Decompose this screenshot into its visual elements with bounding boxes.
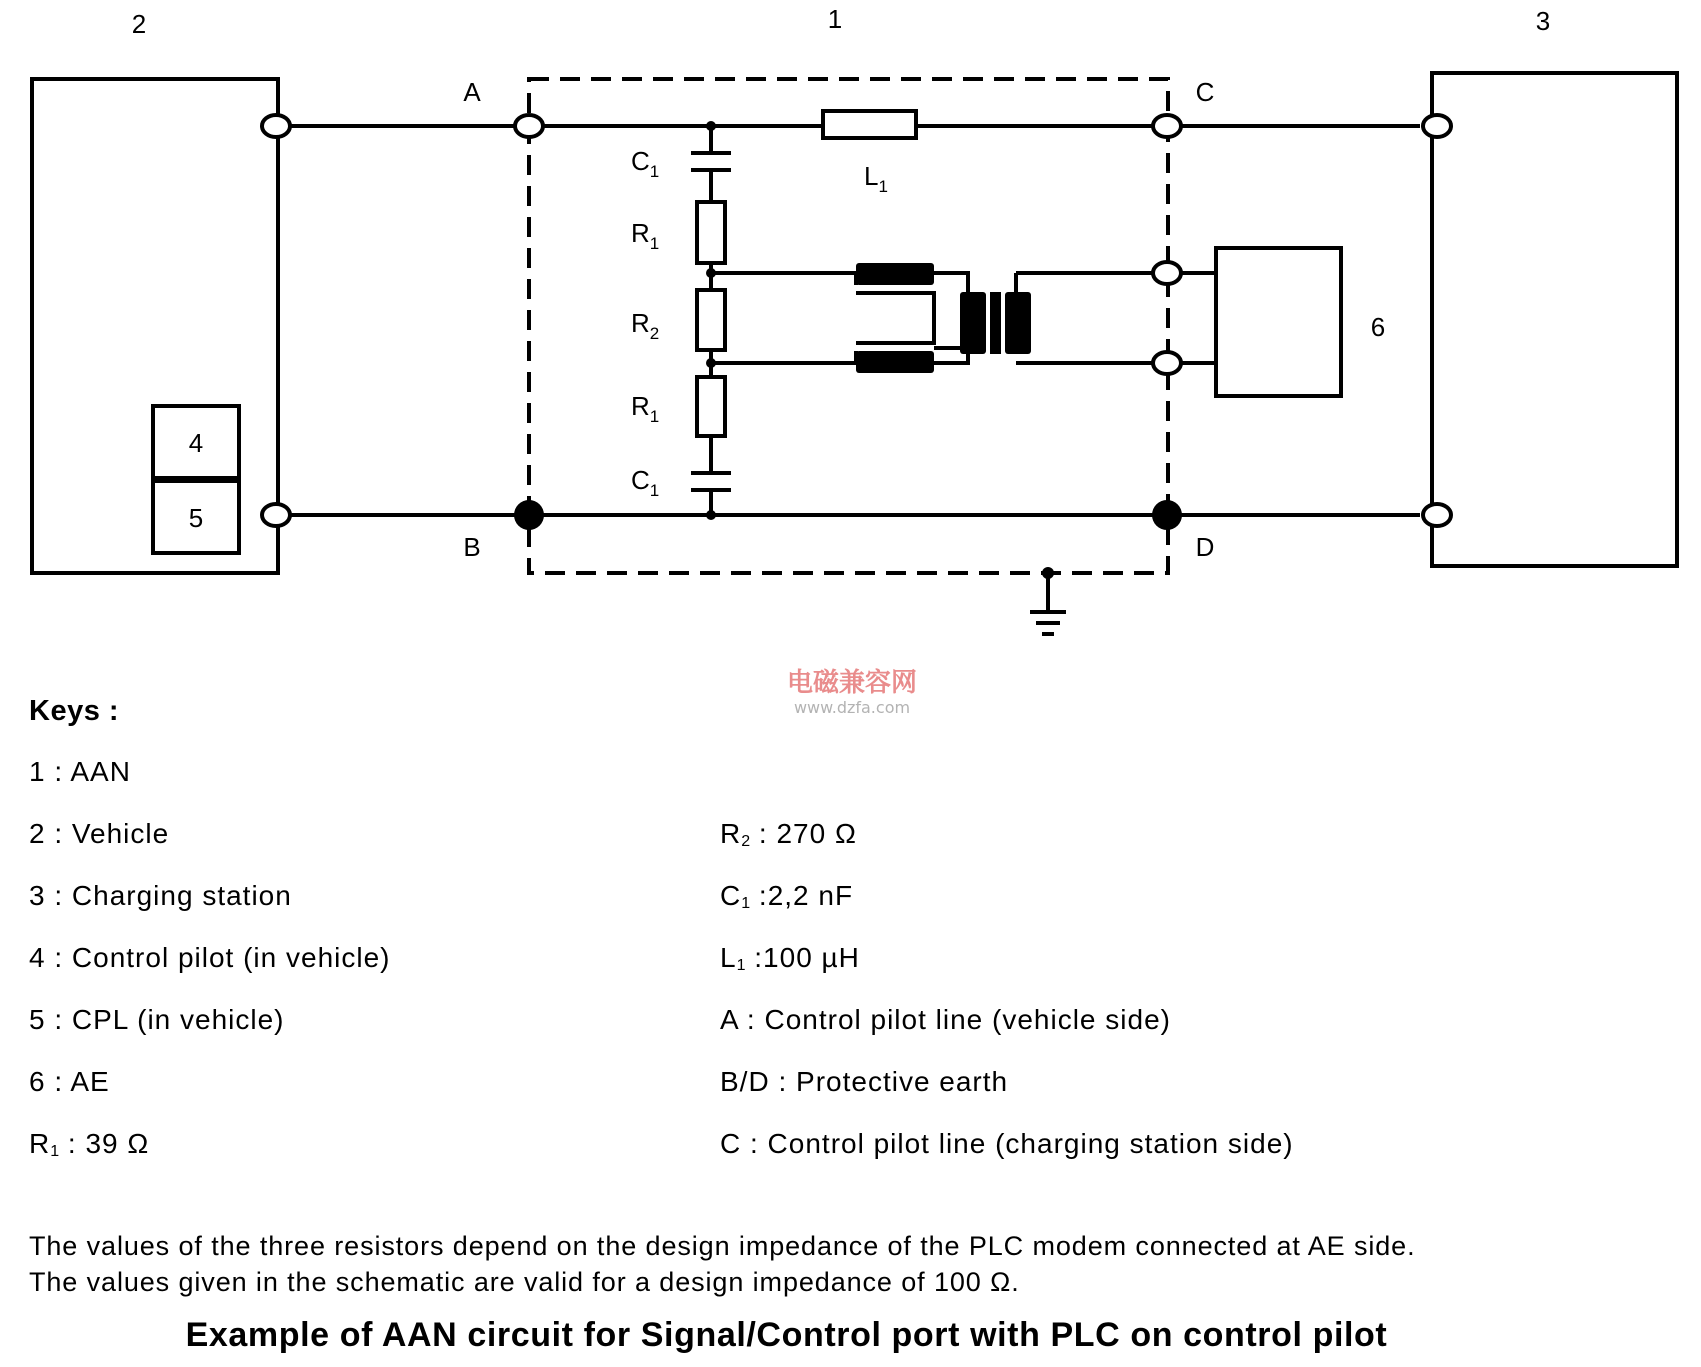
figure-caption-text: Example of AAN circuit for Signal/Control port with PLC on control pilot: [185, 1316, 1388, 1354]
key-left-7: $R_1$ : 39 Ω: [29, 1128, 150, 1160]
label-terminal-d: D: [1195, 532, 1215, 562]
key-left-1: 1 : AAN: [29, 756, 131, 787]
key-right-2: $C_1$ :2,2 nF: [720, 880, 854, 912]
note-line-2: The values given in the schematic are valid for a design impedance of 100 Ω.: [29, 1267, 1020, 1297]
watermark-cn: 电磁兼容网: [786, 668, 918, 698]
node-dot: [706, 358, 716, 368]
key-right-3: $L_1$ :100 µH: [720, 942, 860, 974]
station-terminal-top: [1423, 115, 1451, 137]
transformer-core: [990, 292, 1001, 354]
watermark-url: www.dzfa.com: [793, 698, 911, 717]
key-left-4: 4 : Control pilot (in vehicle): [29, 942, 391, 973]
node-dot: [706, 121, 716, 131]
choke-coil-bottom: [856, 351, 934, 373]
choke-coil-top: [856, 263, 934, 285]
label-c1-bottom: $C_1$: [631, 465, 660, 500]
node-dot: [706, 510, 716, 520]
figure-caption: [0, 1316, 1701, 1355]
label-r1-top: $R_1$: [631, 218, 660, 253]
key-left-6: 6 : AE: [29, 1066, 110, 1097]
key-right-1: $R_2$ : 270 Ω: [720, 818, 857, 850]
vehicle-terminal-bottom: [262, 504, 290, 526]
r1-bottom-resistor: [697, 377, 725, 436]
aan-dashed-box: [529, 79, 1168, 573]
l1-inductor: [823, 111, 916, 138]
transformer-coil-right: [1005, 292, 1031, 354]
terminal-c: [1153, 115, 1181, 137]
ae-terminal-top: [1153, 262, 1181, 284]
key-right-5: B/D : Protective earth: [720, 1066, 1009, 1097]
key-left-2: 2 : Vehicle: [29, 818, 170, 849]
r2-resistor: [697, 290, 725, 350]
terminal-d-filled: [1152, 500, 1182, 530]
ae-box: [1216, 248, 1341, 396]
key-left-5: 5 : CPL (in vehicle): [29, 1004, 285, 1035]
terminal-b-filled: [514, 500, 544, 530]
transformer-secondary-wire: [1016, 273, 1216, 363]
vehicle-terminal-top: [262, 115, 290, 137]
c1-top-capacitor: [691, 153, 731, 170]
label-c1-top: $C_1$: [631, 146, 660, 181]
label-l1: $L_1$: [864, 161, 888, 196]
label-r2: $R_2$: [631, 308, 660, 343]
key-left-3: 3 : Charging station: [29, 880, 292, 911]
label-terminal-c: C: [1195, 77, 1215, 107]
node-dot: [1042, 567, 1054, 579]
c1-bottom-capacitor: [691, 473, 731, 490]
node-dot: [706, 268, 716, 278]
label-control-pilot-number: 4: [188, 428, 204, 458]
r1-top-resistor: [697, 202, 725, 263]
label-station-number: 3: [1535, 6, 1551, 36]
label-r1-bottom: $R_1$: [631, 391, 660, 426]
charging-station-box: [1432, 73, 1677, 566]
ae-terminal-bottom: [1153, 352, 1181, 374]
label-vehicle-number: 2: [131, 9, 147, 39]
choke-inner-loop: [856, 293, 934, 343]
key-right-6: C : Control pilot line (charging station side): [720, 1128, 1294, 1159]
label-cpl-number: 5: [188, 503, 204, 533]
keys-title: Keys :: [29, 695, 120, 727]
transformer-primary-wire: [711, 273, 968, 363]
note-line-1: The values of the three resistors depend on the design impedance of the PLC modem connected at AE side.: [29, 1231, 1416, 1261]
transformer-coil-left: [960, 292, 986, 354]
label-terminal-a: A: [463, 77, 481, 107]
terminal-a: [515, 115, 543, 137]
ground-symbol: [1030, 573, 1066, 634]
label-aan-number: 1: [827, 4, 843, 34]
label-terminal-b: B: [463, 532, 481, 562]
station-terminal-bottom: [1423, 504, 1451, 526]
label-ae-number: 6: [1370, 312, 1386, 342]
key-right-4: A : Control pilot line (vehicle side): [720, 1004, 1171, 1035]
